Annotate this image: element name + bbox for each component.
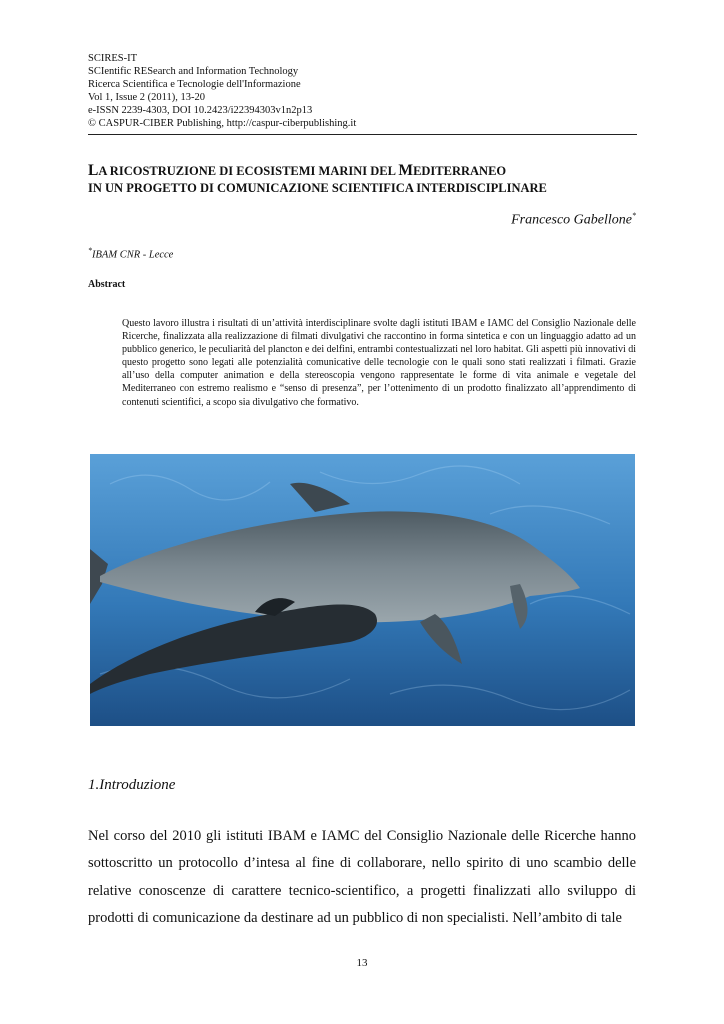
title-line-1: LA RICOSTRUZIONE DI ECOSISTEMI MARINI DEL MEDITERRANEO <box>88 162 507 179</box>
header-publisher: © CASPUR-CIBER Publishing, http://caspur-ciberpublishing.it <box>88 118 357 129</box>
header-volume-issue: Vol 1, Issue 2 (2011), 13-20 <box>88 92 205 103</box>
paper-title <box>88 162 648 197</box>
section-heading-introduzione: 1.Introduzione <box>88 777 176 793</box>
header-divider <box>88 134 637 135</box>
header-journal-acronym: SCIRES-IT <box>88 53 138 64</box>
header-issn-doi: e-ISSN 2239-4303, DOI 10.2423/i22394303v1n2p13 <box>88 105 313 116</box>
dolphins-image <box>90 454 635 726</box>
header-journal-subtitle: Ricerca Scientifica e Tecnologie dell'Informazione <box>88 79 301 90</box>
page-number: 13 <box>356 957 368 969</box>
author-name: Francesco Gabellone* <box>511 211 636 228</box>
abstract-text: Questo lavoro illustra i risultati di un’attività interdisciplinare svolte dagli istituti IBAM e IAMC del Consiglio Nazionale delle Ricerche, finalizzata alla realizzazione di filmati divulgativi che raccontino in forma sintetica e con un linguaggio adatto ad un pubblico generico, le peculiarità del plancton e dei delfini, entrambi contestualizzati nel loro habitat. Gli aspetti più innovativi di questo progetto sono legati alle potenzialità comunicative delle tecnologie con le quali sono stati realizzati i filmati. Grazie all’uso della computer animation e della stereoscopia vengono rappresentate le forme di vita animale e vegetale del Mediterraneo con estremo realismo e “senso di presenza”, per l’ottenimento di un prodotto finalizzato all’apprendimento di contenuti scientifici, a scopo sia divulgativo che formativo. <box>122 318 637 408</box>
journal-header <box>88 52 356 130</box>
title-line-2: IN UN PROGETTO DI COMUNICAZIONE SCIENTIFICA INTERDISCIPLINARE <box>88 181 547 195</box>
body-paragraph: Nel corso del 2010 gli istituti IBAM e IAMC del Consiglio Nazionale delle Ricerche hanno sottoscritto un protocollo d’intesa al fine di collaborare, nello spirito di uno scambio delle relative conoscenze di carattere tecnico-scientifico, a progetti finalizzati allo sviluppo di prodotti di comunicazione da destinare ad un pubblico di non specialisti. Nell’ambito di tale <box>88 828 636 927</box>
dolphins-figure <box>90 454 635 726</box>
header-journal-name: SCIentific RESearch and Information Technology <box>88 66 299 77</box>
abstract-heading: Abstract <box>88 279 126 290</box>
author-affiliation: *IBAM CNR - Lecce <box>88 246 174 261</box>
